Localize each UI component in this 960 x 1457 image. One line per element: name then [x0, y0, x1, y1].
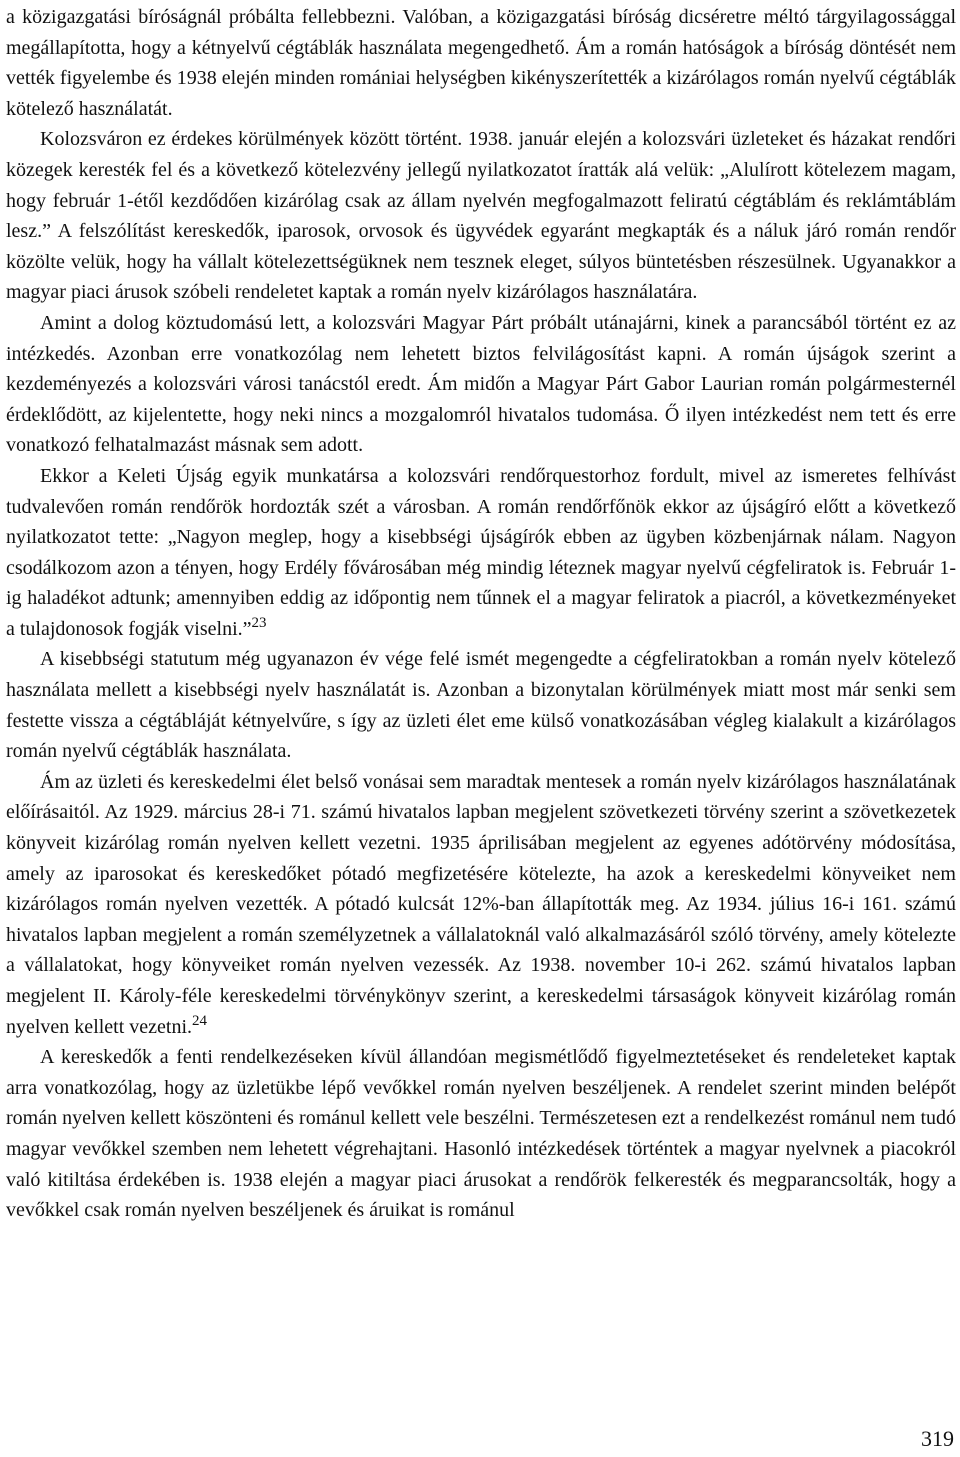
paragraph: [6, 644, 956, 766]
paragraph: [6, 1042, 956, 1226]
paragraph: [6, 461, 956, 645]
footnote-reference: 24: [192, 1012, 208, 1029]
paragraph-text: A kereskedők a fenti rendelkezéseken kívül állandóan megismétlődő figyelmeztetéseket és rendeleteket kaptak arra vonatkozólag, hogy az üzletükbe lépő vevőkkel román nyelven beszéljenek. A rendelet szerint minden belépőt román nyelven kellett köszönteni és románul kellett vele beszélni. Természetesen ezt a rendelkezést románul nem tudó magyar vevőkkel szemben nem lehetett végrehajtani. Hasonló intézkedések történtek a magyar nyelvnek a piacokról való kitiltása érdekében is. 1938 elején a magyar piaci árusokat a rendőrök felkeresték és megparancsolták, hogy a vevőkkel csak román nyelven beszéljenek és áruikat is románul: [6, 1046, 956, 1222]
page-number: 319: [921, 1426, 954, 1451]
footnote-reference: 23: [251, 614, 267, 631]
paragraph-text: Ekkor a Keleti Újság egyik munkatársa a kolozsvári rendőrquestorhoz fordult, mivel az ismeretes felhívást tudvalevően román rendőrök hordozták szét a városban. A román rendőrfőnök ekkor az újságíró előtt a következő nyilatkozatot tette: „Nagyon meglep, hogy a kisebbségi újságírók ebben az ügyben közbenjárnak nálam. Nagyon csodálkozom azon a tényen, hogy Erdély fővárosában még mindig léteznek magyar nyelvű cégfeliratok is. Február 1-ig haladékot adtunk; amennyiben eddig az időpontig nem tűnnek el a magyar feliratok a piacról, a következményeket a tulajdonosok fogják viselni.”: [6, 464, 956, 640]
paragraph-text: A kisebbségi statutum még ugyanazon év vége felé ismét megengedte a cégfeliratokban a román nyelv kötelező használata mellett a kisebbségi nyelv használatát is. Azonban a bizonytalan körülmények miatt most már senki sem festette vissza a cégtábláját kétnyelvűre, s így az üzleti élet eme külső vonatkozásában végleg kialakult a kizárólagos román nyelvű cégtáblák használata.: [6, 648, 956, 763]
paragraph: [6, 308, 956, 461]
paragraph-text: Kolozsváron ez érdekes körülmények között történt. 1938. január elején a kolozsvári üzleteket és házakat rendőri közegek keresték fel és a következő kötelezvény jellegű nyilatkozatot íratták alá velük: „Alulírott kötelezem magam, hogy február 1-étől kezdődően kizárólag csak az állam nyelvén megfogalmazott feliratú cégtáblám és reklámtáblám lesz.” A felszólítást kereskedők, iparosok, orvosok és ügyvédek egyaránt megkapták és a náluk járó román rendőr közölte velük, hogy ha vállalt kötelezettségüknek nem tesznek eleget, súlyos büntetésben részesülnek. Ugyanakkor a magyar piaci árusok szóbeli rendeletet kaptak a román nyelv kizárólagos használatára.: [6, 128, 956, 304]
body-text: [6, 2, 956, 1226]
paragraph-text: Amint a dolog köztudomású lett, a kolozsvári Magyar Párt próbált utánajárni, kinek a parancsából történt ez az intézkedés. Azonban erre vonatkozólag nem lehetett biztos felvilágosítást kapni. A román újságok szerint a kezdeményezés a kolozsvári városi tanácstól eredt. Ám midőn a Magyar Párt Gabor Laurian román polgármesternél érdeklődött, az kijelentette, hogy neki nincs a mozgalomról hivatalos tudomása. Ő ilyen intézkedést nem tett és erre vonatkozó felhatalmazást másnak sem adott.: [6, 311, 956, 457]
paragraph-text: a közigazgatási bíróságnál próbálta fellebbezni. Valóban, a közigazgatási bíróság dicséretre méltó tárgyilagossággal megállapította, hogy a kétnyelvű cégtáblák használata megengedhető. Ám a román hatóságok a bíróság döntését nem vették figyelembe és 1938 elején minden romániai helységben kikényszerítették a kizárólagos román nyelvű cégtáblák kötelező használatát.: [6, 6, 956, 120]
paragraph-text: Ám az üzleti és kereskedelmi élet belső vonásai sem maradtak mentesek a román nyelv kizárólagos használatának előírásaitól. Az 1929. március 28-i 71. számú hivatalos lapban megjelent szövetkezeti törvény szerint a szövetkezetek könyveit kizárólag román nyelven kellett vezetni. 1935 áprilisában megjelent az egyenes adótörvény módosítása, amely az iparosokat és kereskedőket pótadó megfizetésére kötelezte, ha azok a kereskedelmi könyveiket nem kizárólagos román nyelven vezették. A pótadó kulcsát 12%-ban állapították meg. Az 1934. július 16-i 161. számú hivatalos lapban megjelent a román személyzetnek a vállalatoknál való alkalmazásáról szóló törvény, amely kötelezte a vállalatokat, hogy könyveiket román nyelven vezessék. Az 1938. november 10-i 262. számú hivatalos lapban megjelent II. Károly-féle kereskedelmi törvénykönyv szerint, a kereskedelmi társaságok könyveit kizárólag román nyelven kellett vezetni.: [6, 770, 956, 1038]
document-page: [6, 2, 956, 1226]
paragraph: [6, 2, 956, 124]
paragraph: [6, 767, 956, 1042]
paragraph: [6, 124, 956, 308]
